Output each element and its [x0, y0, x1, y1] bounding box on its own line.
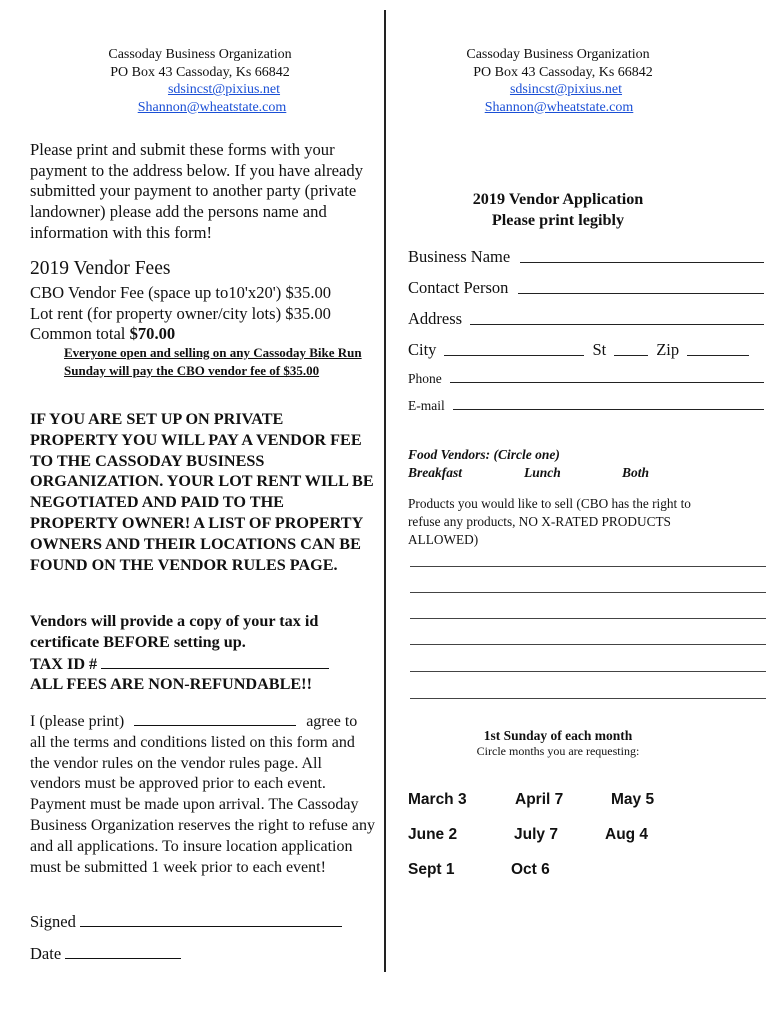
- product-line[interactable]: [410, 643, 766, 645]
- address-field[interactable]: [470, 323, 764, 325]
- month-april[interactable]: April 7: [515, 791, 564, 808]
- everyone-notice: Everyone open and selling on any Cassoday Bike Run Sunday will pay the CBO vendor fee of $35.00: [64, 345, 362, 378]
- date-field[interactable]: [65, 943, 181, 959]
- month-may[interactable]: May 5: [611, 791, 655, 808]
- month-oct[interactable]: Oct 6: [511, 861, 550, 878]
- business-name-label: Business Name: [408, 247, 511, 266]
- month-march[interactable]: March 3: [408, 791, 467, 808]
- left-column: [30, 0, 375, 963]
- month-sept[interactable]: Sept 1: [408, 861, 455, 878]
- food-vendor-label: Food Vendors: (Circle one): [408, 447, 560, 462]
- private-property-notice: IF YOU ARE SET UP ON PRIVATE PROPERTY YOU WILL PAY A VENDOR FEE TO THE CASSODAY BUSINESS ORGANIZATION. YOUR LOT RENT WILL BE NEGOTIATED AND PAID TO THE PROPERTY OWNER! A LIST OF PROPERTY OWNERS AND THEIR LOCATIONS CAN BE FOUND ON THE VENDOR RULES PAGE.: [30, 410, 374, 574]
- email-link-right-1[interactable]: sdsincst@pixius.net: [509, 82, 623, 97]
- food-option-lunch[interactable]: Lunch: [524, 465, 561, 480]
- fee-total: [30, 324, 370, 345]
- fees-list: [30, 283, 370, 345]
- city-label: City: [408, 340, 437, 359]
- city-field[interactable]: [444, 354, 584, 356]
- tax-id-field[interactable]: [101, 653, 329, 669]
- food-option-breakfast[interactable]: Breakfast: [408, 465, 462, 480]
- org-name: Cassoday Business Organization: [108, 47, 292, 62]
- month-july[interactable]: July 7: [514, 826, 558, 843]
- zip-label: Zip: [656, 340, 680, 359]
- address-row: [408, 309, 764, 329]
- contact-person-field[interactable]: [518, 292, 764, 294]
- agree-suffix: agree: [306, 713, 341, 730]
- date-row: [30, 943, 181, 964]
- phone-label: Phone: [408, 371, 442, 386]
- org-address-right: PO Box 43 Cassoday, Ks 66842: [473, 64, 653, 80]
- month-aug[interactable]: Aug 4: [605, 826, 649, 843]
- email-link-2[interactable]: Shannon@wheatstate.com: [137, 99, 287, 115]
- business-name-row: [408, 247, 764, 267]
- application-title-line2: Please print legibly: [491, 211, 625, 229]
- sunday-title: 1st Sunday of each month: [483, 728, 633, 743]
- sunday-subtitle: Circle months you are requesting:: [476, 744, 640, 758]
- agreement-text: [30, 710, 375, 878]
- food-vendor-section: [408, 446, 649, 482]
- email-link-1[interactable]: sdsincst@pixius.net: [167, 82, 281, 97]
- signed-row: [30, 911, 342, 932]
- phone-row: [408, 371, 764, 387]
- state-field[interactable]: [614, 354, 648, 356]
- tax-section: [30, 611, 375, 695]
- zip-field[interactable]: [687, 354, 749, 356]
- column-divider: [384, 10, 386, 972]
- application-title: [408, 189, 708, 231]
- product-line[interactable]: [410, 617, 766, 619]
- date-label: Date: [30, 944, 62, 963]
- phone-field[interactable]: [450, 381, 764, 383]
- right-column: [408, 0, 764, 878]
- left-header: [30, 46, 370, 116]
- products-text: Products you would like to sell (CBO has the right to refuse any products, NO X-RATED PRODUCTS ALLOWED): [408, 496, 691, 547]
- agree-body: to all the terms and conditions listed on this form and the vendor rules on the vendor rules page. All vendors must be approved prior to each event. Payment must be made upon arrival. The Cassoday Business Organization reserves the right to refuse any and all applications. To insure location application must be submitted 1 week prior to each event!: [30, 713, 375, 876]
- product-line[interactable]: [410, 591, 766, 593]
- fees-title: 2019 Vendor Fees: [30, 258, 171, 279]
- sunday-section: [408, 728, 708, 759]
- month-june[interactable]: June 2: [408, 826, 458, 843]
- product-line[interactable]: [410, 670, 766, 672]
- fee-total-label: Common total: [30, 324, 126, 343]
- fee-line-vendor: CBO Vendor Fee (space up to10'x20') $35.00: [30, 283, 332, 302]
- city-row: [408, 340, 764, 360]
- contact-person-row: [408, 278, 764, 298]
- tax-certificate-text: Vendors will provide a copy of your tax id certificate BEFORE setting up.: [30, 612, 319, 651]
- address-label: Address: [408, 309, 463, 328]
- business-name-field[interactable]: [520, 261, 764, 263]
- email-row: [408, 398, 764, 414]
- signed-label: Signed: [30, 912, 76, 931]
- contact-person-label: Contact Person: [408, 278, 509, 297]
- fee-line-lot: Lot rent (for property owner/city lots) $35.00: [30, 303, 331, 323]
- org-address: PO Box 43 Cassoday, Ks 66842: [110, 64, 290, 80]
- product-line[interactable]: [410, 565, 766, 567]
- right-header: [408, 46, 708, 116]
- food-option-both[interactable]: Both: [622, 465, 650, 480]
- email-link-right-2[interactable]: Shannon@wheatstate.com: [484, 99, 634, 115]
- state-label: St: [592, 340, 607, 359]
- intro-text: Please print and submit these forms with your payment to the address below. If you have already submitted your payment to another party (private landowner) please add the persons name and information with this form!: [30, 140, 363, 242]
- tax-id-row: [30, 653, 375, 675]
- non-refundable-text: ALL FEES ARE NON-REFUNDABLE!!: [30, 675, 312, 694]
- signature-field[interactable]: [80, 911, 342, 927]
- agree-prefix: I (please print): [30, 713, 125, 730]
- application-title-line1: 2019 Vendor Application: [472, 190, 644, 208]
- tax-id-label: TAX ID #: [30, 654, 98, 673]
- email-field[interactable]: [453, 408, 764, 410]
- print-name-field[interactable]: [134, 710, 296, 726]
- email-label: E-mail: [408, 398, 445, 413]
- fee-total-value: $70.00: [129, 324, 176, 343]
- org-name-right: Cassoday Business Organization: [466, 47, 650, 62]
- product-line[interactable]: [410, 697, 766, 699]
